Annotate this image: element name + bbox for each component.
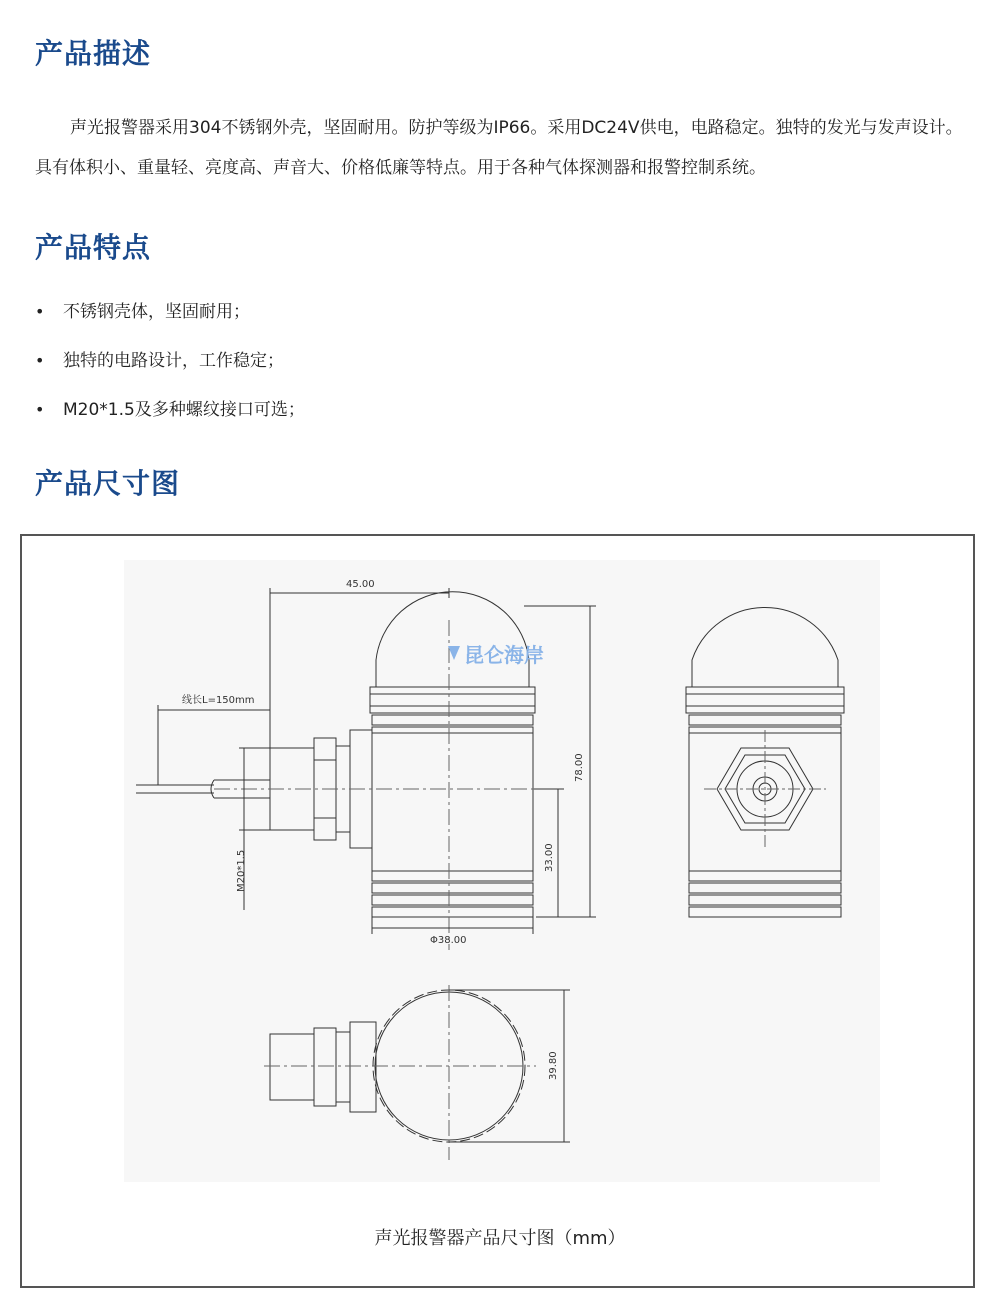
description-title: 产品描述 bbox=[35, 37, 152, 70]
width-label: 45.00 bbox=[346, 579, 375, 590]
logo-text: 昆仑海岸 bbox=[464, 643, 544, 667]
thread-label: M20*1.5 bbox=[236, 849, 247, 892]
bullet-icon: • bbox=[35, 302, 45, 321]
features-title: 产品特点 bbox=[35, 231, 152, 264]
top-diameter-label: 39.80 bbox=[548, 1051, 559, 1080]
dome-shape bbox=[376, 592, 529, 687]
bullet-icon: • bbox=[35, 351, 45, 370]
center-label: 33.00 bbox=[544, 843, 555, 872]
description-text: 声光报警器采用304不锈钢外壳，坚固耐用。防护等级为IP66。采用DC24V供电，电路稳定。独特的发光与发声设计。具有体积小、重量轻、亮度高、声音大、价格低廉等特点。用于各种气体探测器和报警控制系统。 bbox=[35, 118, 963, 178]
diameter-label: Φ38.00 bbox=[430, 935, 467, 946]
dimension-drawing bbox=[124, 560, 880, 1182]
body-shape bbox=[372, 733, 533, 871]
cable-label: 线长L=150mm bbox=[182, 695, 255, 706]
logo-icon bbox=[448, 646, 460, 660]
feature-text: M20*1.5及多种螺纹接口可选； bbox=[63, 400, 305, 420]
front-dome-shape bbox=[692, 607, 838, 687]
feature-item bbox=[35, 290, 305, 339]
drawing-caption: 声光报警器产品尺寸图（mm） bbox=[374, 1228, 626, 1249]
feature-item bbox=[35, 388, 305, 437]
feature-text: 不锈钢壳体，坚固耐用； bbox=[63, 302, 250, 322]
feature-item bbox=[35, 339, 305, 388]
top-ring bbox=[370, 687, 535, 713]
dimensions-title: 产品尺寸图 bbox=[35, 467, 181, 500]
feature-text: 独特的电路设计，工作稳定； bbox=[63, 351, 284, 371]
feature-list bbox=[35, 290, 305, 437]
bullet-icon: • bbox=[35, 400, 45, 419]
height-label: 78.00 bbox=[574, 753, 585, 782]
